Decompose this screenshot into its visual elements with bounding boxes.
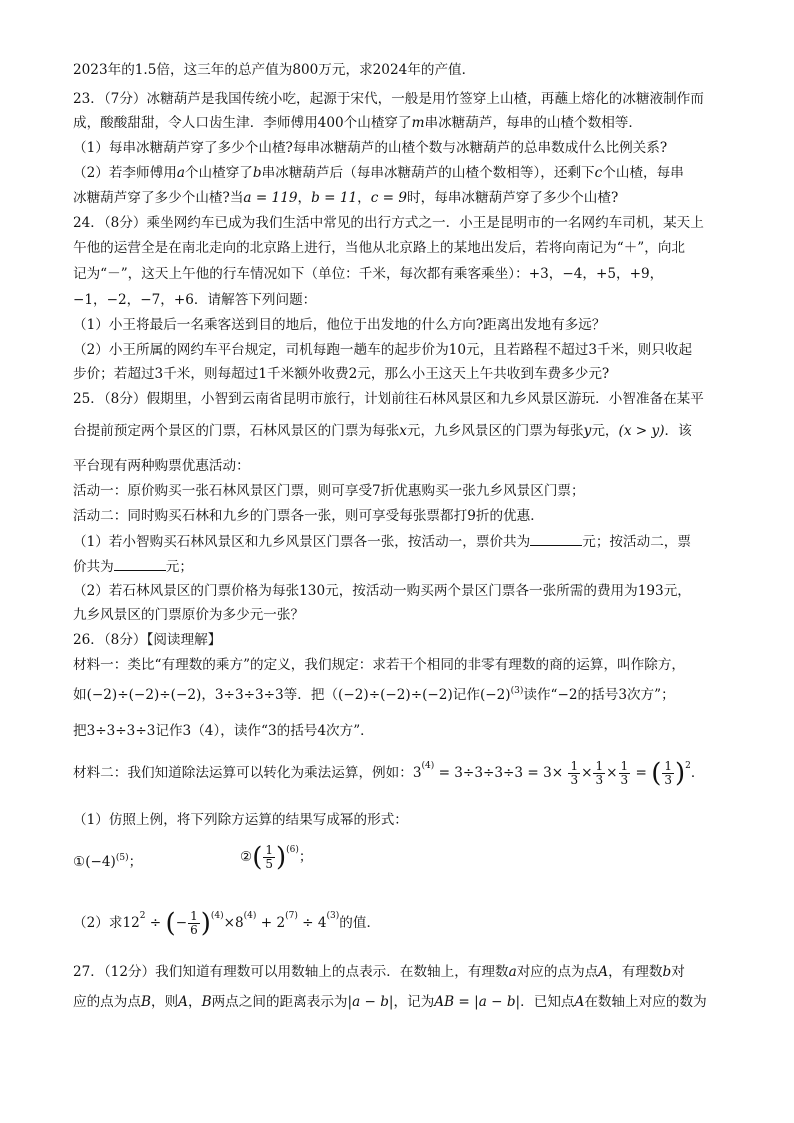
math: 3 [412,765,422,781]
text: 24．（8分）乘坐网约车已成为我们生活中常见的出行方式之一．小王是昆明市的一名网约车司机，某天上 [73,215,704,231]
text: 台提前预定两个景区的门票，石林风景区的门票为每张 [73,423,400,439]
text: 27．（12分）我们知道有理数可以用数轴上的点表示．在数轴上，有理数 [73,964,509,980]
fraction [662,760,674,787]
superscript: (5) [115,853,129,863]
text: 的值． [339,915,381,931]
fraction [188,910,200,937]
var: b [662,964,672,980]
text-line [73,721,374,741]
question-23-part-2 [73,163,684,183]
text: ，则 [150,994,179,1010]
paren: ) [275,842,287,873]
answer-blank[interactable] [530,531,582,546]
text: ．已知点 [520,994,575,1010]
question-25-title [73,389,704,409]
var: y [583,423,592,439]
superscript: 2 [685,761,691,771]
question-23-title [73,89,704,109]
math: (x > y) [618,423,665,439]
question-25-part-1 [73,531,691,552]
math: + 2 [256,915,286,931]
numerator: 1 [265,843,273,857]
superscript: (6) [286,845,299,855]
text: ② [240,849,253,865]
text: 平台现有两种购票优惠活动： [73,458,250,474]
question-26-part-1 [73,810,408,830]
math: (−2) [479,687,511,703]
text: （1）小王将最后一名乘客送到目的地后，他位于出发地的什么方向?距离出发地有多远？ [73,317,606,333]
text-line [73,264,663,284]
math: 12 [122,915,140,931]
text: 读作“−2的括号3次方”； [523,687,675,703]
text: 在数轴上对应的数为 [584,994,707,1010]
text-line [73,188,618,208]
text-line [73,456,250,476]
question-27-title [73,962,685,982]
operator: − [175,915,188,931]
text: 活动一：原价购买一张石林风景区门票，则可享受7折优惠购买一张九乡风景区门票； [73,483,585,499]
numerator: 1 [595,759,604,773]
text: ，记为 [393,994,435,1010]
var: B [201,994,212,1010]
text: 记为“－”，这天上午他的行车情况如下（单位：千米，每次都有乘客乘坐）：+3，−4，+5，+9， [73,266,664,282]
fraction [593,760,605,787]
superscript: (3) [510,686,524,696]
text-line [73,60,475,80]
text: 元； [165,559,193,575]
text: 成，酸酸甜甜，令人口齿生津．李师傅用400个山楂穿了 [73,115,412,131]
text-line [73,556,193,577]
denominator: 3 [620,773,629,787]
question-26-title [73,630,221,650]
text: 2023年的1.5倍，这三年的总产值为800万元，求2024年的产值． [73,62,476,78]
math: 3÷3÷3÷3 [214,687,284,703]
var: b [252,165,262,181]
fraction [619,760,631,787]
fraction [568,760,580,787]
operator: × [606,765,618,781]
math: ÷ 4 [297,915,327,931]
var: A [598,964,609,980]
answer-blank[interactable] [114,556,166,571]
text: ．该 [664,423,692,439]
text: （1）若小智购买石林风景区和九乡风景区门票各一张，按活动一，票价共为 [73,534,531,550]
question-26-part-2 [73,910,380,937]
text: ， [357,190,371,206]
text: 价共为 [73,559,114,575]
text: （1）每串冰糖葫芦穿了多少个山楂?每串冰糖葫芦的山楂个数与冰糖葫芦的总串数成什么比例关系? [73,140,668,156]
var: B [140,994,151,1010]
denominator: 6 [190,923,198,937]
text-line [73,685,675,705]
superscript: (3) [326,911,340,921]
text: 活动二：同时购买石林和九乡的门票各一张，则可享受每张票都打9折的优惠． [73,508,544,524]
denominator: 3 [664,773,672,787]
text: 26．（8分）【阅读理解】 [73,632,222,648]
math: (−2)÷(−2)÷(−2) [86,687,202,703]
text: （2）求 [73,915,123,931]
operator: × [581,765,593,781]
text-line: 材料二：我们知道除法运算可以转化为乘法运算，例如：$3^{(4)} = 3\div 3\div 3\div 3 = 3\times$ $\frac{1}{3}$ × $\frac{1}{3}$ × $\frac{1}{3}$ = ( $\frac{1}{3}$ )$^2$． [73,758,705,789]
text-line [73,481,585,501]
text: 时，每串冰糖葫芦穿了多少个山楂? [407,190,619,206]
text: 两点之间的距离表示为 [211,994,348,1010]
math: = 3÷3÷3÷3 = 3× [434,765,564,781]
denominator: 5 [265,857,273,871]
numerator: 1 [664,759,672,773]
text-line [73,364,609,384]
math: 3÷3÷3÷3 [86,723,156,739]
text: ； [298,849,313,865]
var: A [574,994,585,1010]
text: 23．（7分）冰糖葫芦是我国传统小吃，起源于宋代，一般是用竹签穿上山楂，再蘸上熔化的冰糖液制作而 [73,91,704,107]
text-line [240,844,312,871]
var: c [594,165,603,181]
math: ÷ [145,915,166,931]
text: 对 [671,964,685,980]
text: （2）若石林风景区的门票价格为每张130元，按活动一购买两个景区门票各一张所需的费用为193元， [73,583,691,599]
text-line [73,238,685,258]
math: (−4) [85,854,116,870]
text: 元；按活动二，票 [582,534,691,550]
text: 把 [73,723,87,739]
text-line [73,655,685,675]
text-line [73,113,642,133]
math: |a − b| [347,994,394,1010]
superscript: (4) [210,911,224,921]
text: 元， [591,423,619,439]
text-line [73,852,142,872]
text-line [73,506,544,526]
superscript: (4) [421,761,435,771]
text: 午他的运营全是在南北走向的北京路上进行，当他从北京路上的某地出发后，若将向南记为“＋”，向北 [73,240,686,256]
question-24-part-2 [73,340,692,360]
text: （2）若李师傅用 [73,165,177,181]
text: ， [201,687,215,703]
paren: ) [200,908,211,939]
question-24-part-1 [73,315,606,335]
text: 材料一：类比“有理数的乘方”的定义，我们规定：求若干个相同的非零有理数的商的运算，叫作除方， [73,657,686,673]
text: 个山楂穿了 [184,165,253,181]
text: 25．（8分）假期里，小智到云南省昆明市旅行，计划前往石林风景区和九乡风景区游玩．小智准备在某平 [73,391,704,407]
text: 等．把（ [283,687,339,703]
numerator: 1 [620,759,629,773]
superscript: (7) [285,911,298,921]
math: AB = |a − b| [434,994,521,1010]
text: ，有理数 [608,964,663,980]
var: a [508,964,517,980]
denominator: 3 [595,773,604,787]
text: 串冰糖葫芦后（每串冰糖葫芦的山楂个数相等），还剩下 [261,165,595,181]
text: 应的点为点 [73,994,141,1010]
text-line [73,605,304,625]
paren: ( [651,758,662,789]
text: ． [690,765,705,781]
text: ① [73,854,86,870]
text: 记作 [452,687,480,703]
var: A [178,994,188,1010]
fraction [263,844,275,871]
text: ， [297,190,312,206]
var: x [399,423,407,439]
text: 元，九乡风景区的门票为每张 [406,423,584,439]
text: 冰糖葫芦穿了多少个山楂?当 [73,190,244,206]
text: 材料二：我们知道除法运算可以转化为乘法运算，例如： [73,765,413,781]
math: (−2)÷(−2)÷(−2) [338,687,453,703]
numerator: 1 [570,759,579,773]
text: −1，−2，−7，+6．请解答下列问题： [73,292,317,308]
question-24-title [73,213,704,233]
text: 如 [73,687,87,703]
math: c = 9 [370,190,408,206]
math: b = 11 [311,190,358,206]
math: a = 119 [243,190,298,206]
text: 记作3（4），读作“3的括号4次方”． [155,723,374,739]
text: ； [128,854,143,870]
text-line [73,992,707,1012]
text: 个山楂，每串 [602,165,684,181]
denominator: 3 [570,773,579,787]
paren: ( [252,842,263,873]
text: 九乡风景区的门票原价为多少元一张？ [73,607,305,623]
text: ， [187,994,202,1010]
text-line [73,290,316,310]
text: 对应的点为点 [516,964,599,980]
numerator: 1 [190,909,198,923]
var: a [176,165,185,181]
question-25-part-2 [73,581,691,601]
superscript: (4) [243,911,257,921]
var: m [411,115,425,131]
text: （2）小王所属的网约车平台规定，司机每跑一趟车的起步价为10元，且若路程不超过3千米，则只收起 [73,342,693,358]
text: 串冰糖葫芦，每串的山楂个数相等． [424,115,642,131]
text-line [73,421,692,441]
question-23-part-1 [73,138,667,158]
math: ×8 [223,915,244,931]
paren: ( [165,908,176,939]
text: （1）仿照上例，将下列除方运算的结果写成幂的形式： [73,812,408,828]
paren: ) [675,758,686,789]
superscript: 2 [139,911,146,921]
text: 步价；若超过3千米，则每超过1千米额外收费2元，那么小王这天上午共收到车费多少元? [73,366,610,382]
